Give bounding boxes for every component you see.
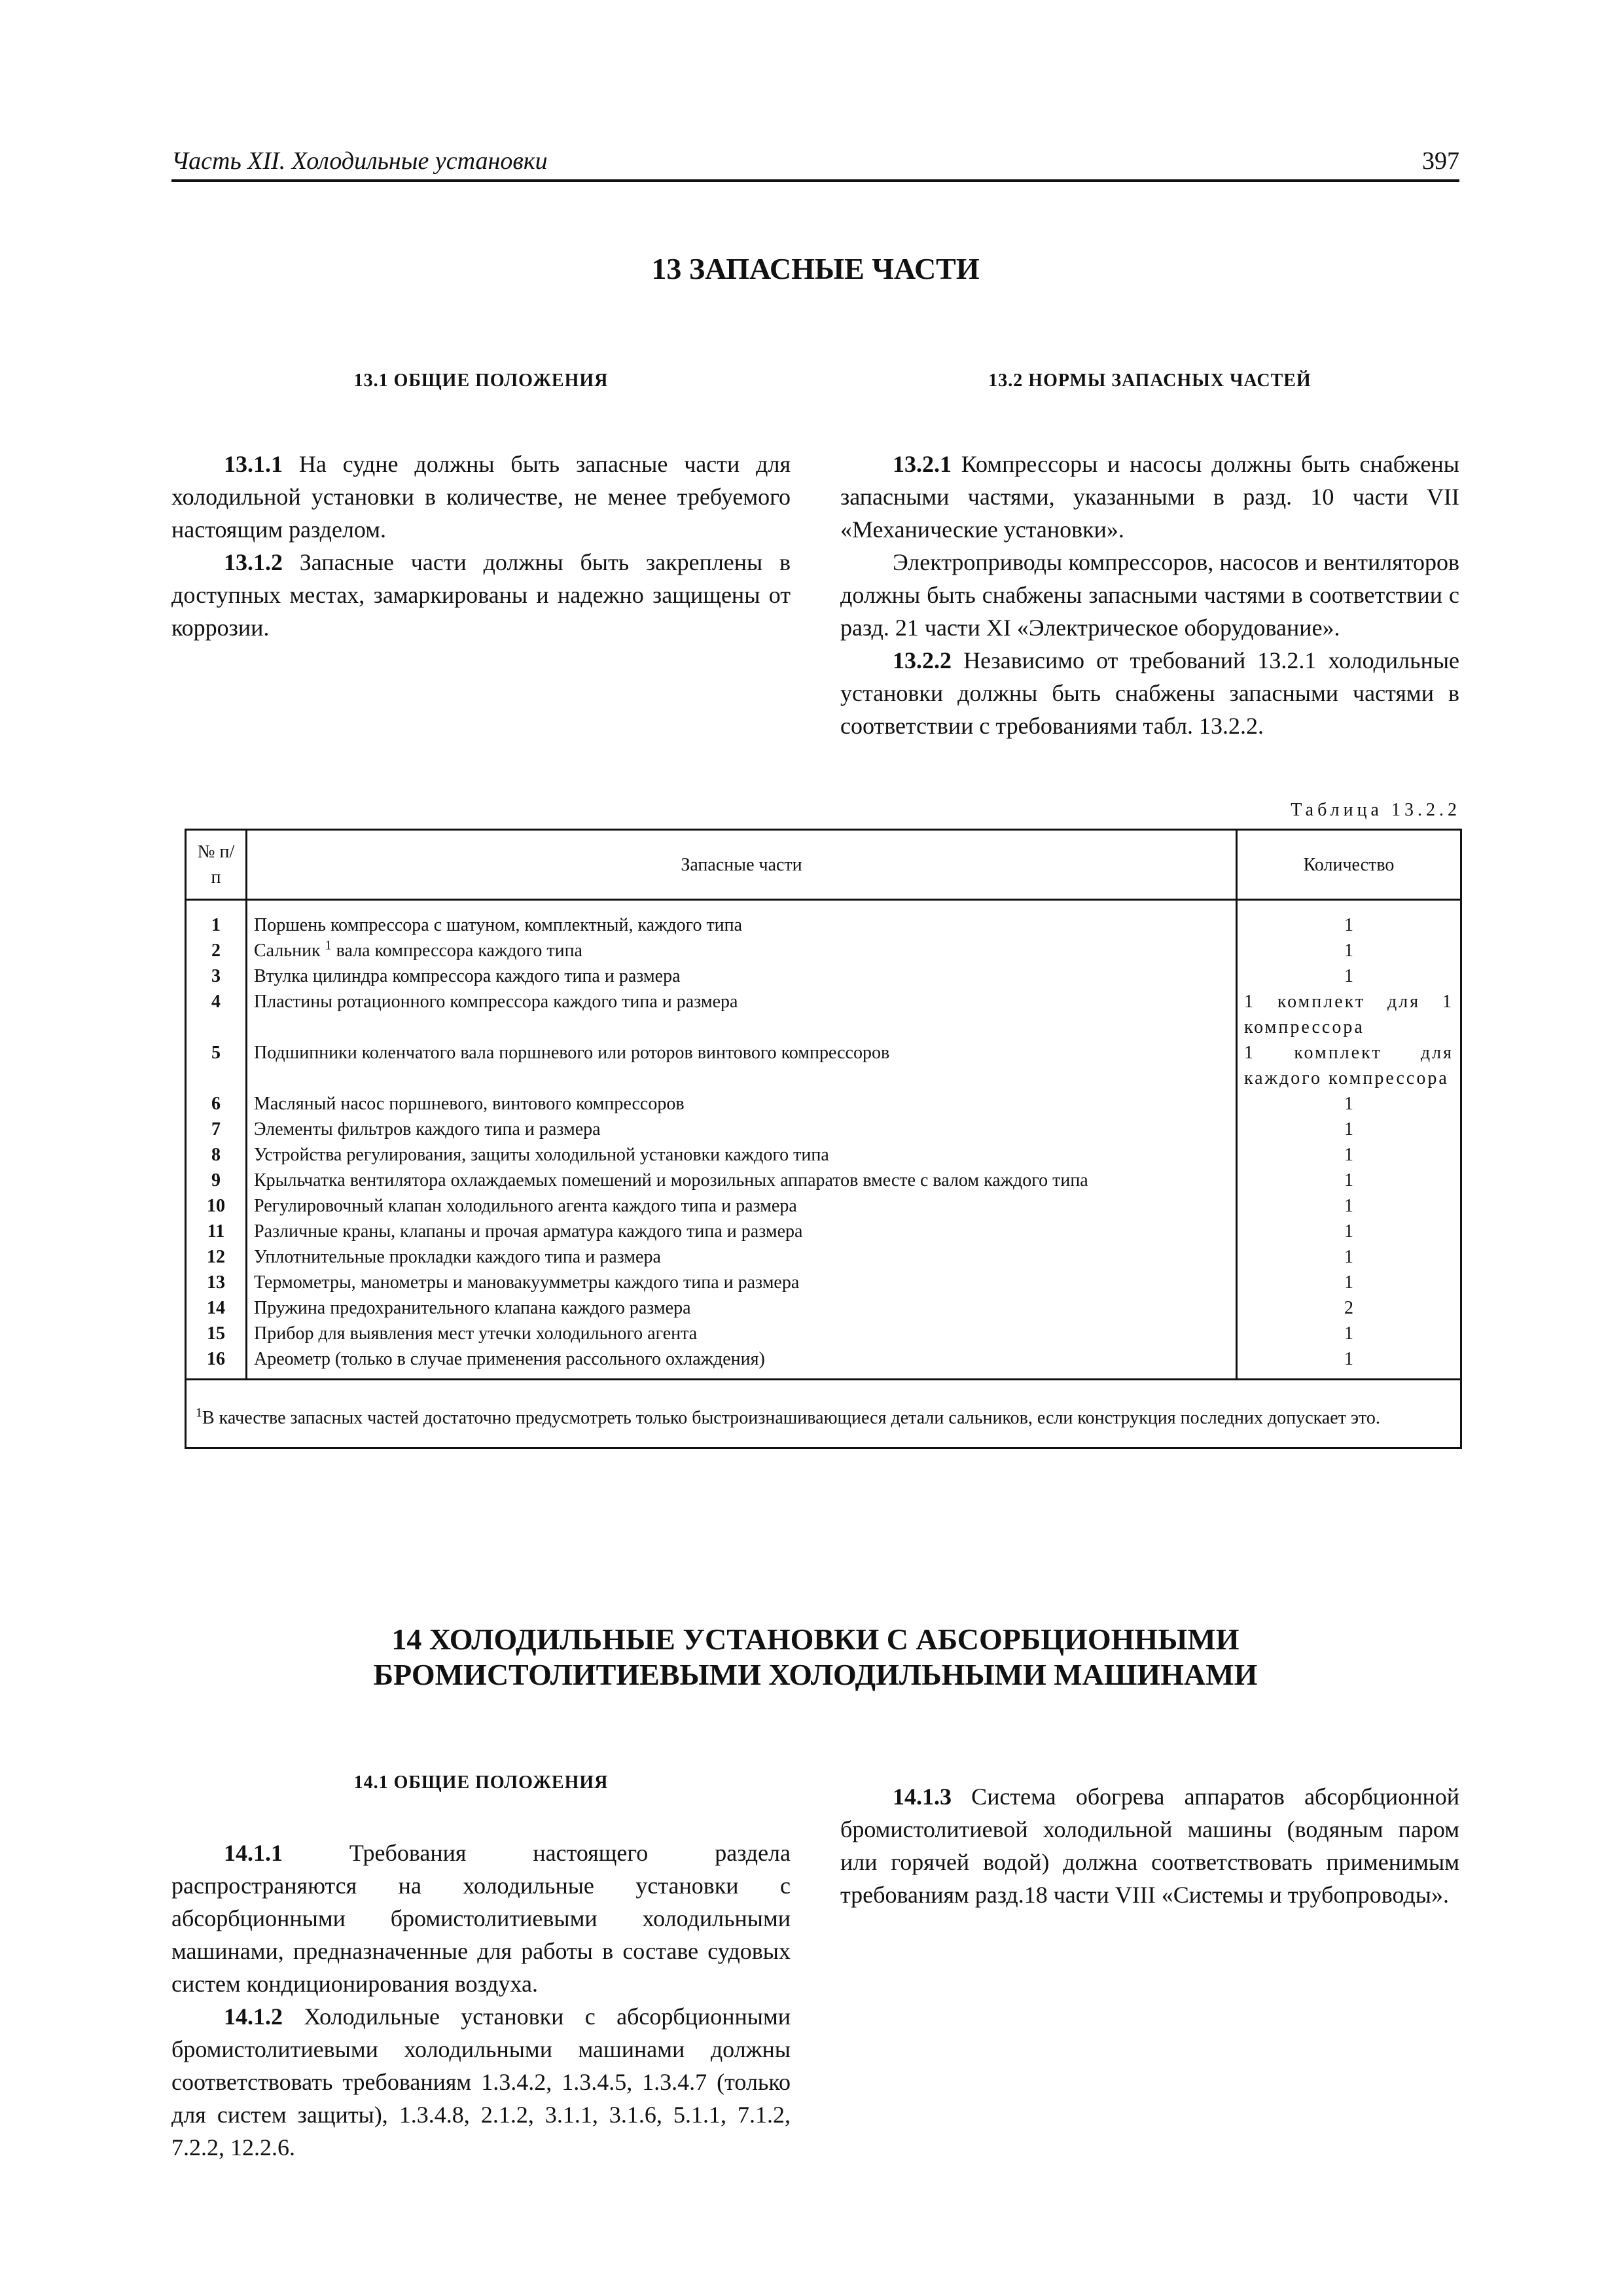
row-part: Уплотнительные прокладки каждого типа и размера [247,1244,1237,1270]
header-title: Часть XII. Холодильные установки [171,147,548,175]
row-part: Регулировочный клапан холодильного агента каждого типа и размера [247,1193,1237,1219]
paragraph-text: Запасные части должны быть закреплены в доступных местах, замаркированы и надежно защищены от коррозии. [171,549,791,641]
paragraph-13-1-1 [171,448,791,546]
row-part: Устройства регулирования, защиты холодильной установки каждого типа [247,1142,1237,1168]
chapter-14-title-line-1: 14 ХОЛОДИЛЬНЫЕ УСТАНОВКИ С АБСОРБЦИОННЫМИ [391,1623,1240,1656]
table-footnote-row [186,1380,1461,1448]
paragraph-number: 13.2.2 [893,647,952,673]
table-caption: Таблица 13.2.2 [1291,800,1461,820]
table-row [186,1346,1461,1380]
table-row [186,1244,1461,1270]
row-quantity: 2 [1237,1295,1461,1321]
paragraph-number: 13.2.1 [893,451,952,477]
section-13-2-heading: 13.2 НОРМЫ ЗАПАСНЫХ ЧАСТЕЙ [988,370,1311,391]
paragraph-number: 13.1.2 [224,549,283,575]
row-number: 4 [186,989,247,1040]
row-quantity: 1 [1237,1117,1461,1142]
running-header [171,143,1459,182]
paragraph-number: 14.1.1 [224,1840,283,1866]
row-number: 14 [186,1295,247,1321]
table-row [186,1168,1461,1193]
row-number: 16 [186,1346,247,1380]
row-part: Масляный насос поршневого, винтового компрессоров [247,1091,1237,1117]
table-row [186,1040,1461,1091]
row-quantity: 1 комплект для 1 компрессора [1237,989,1461,1040]
row-number: 8 [186,1142,247,1168]
row-part: Втулка цилиндра компрессора каждого типа и размера [247,963,1237,989]
row-number: 2 [186,938,247,963]
table-row [186,1219,1461,1244]
column-header-spare-parts: Запасные части [247,830,1237,900]
row-number: 9 [186,1168,247,1193]
row-quantity: 1 [1237,938,1461,963]
row-quantity: 1 [1237,1346,1461,1380]
row-part: Крыльчатка вентилятора охлаждаемых помешений и морозильных аппаратов вместе с валом каждого типа [247,1168,1237,1193]
table-row [186,1295,1461,1321]
paragraph-electric-drives: Электроприводы компрессоров, насосов и вентиляторов должны быть снабжены запасными частями в соответствии с разд. 21 части XI «Электрическое оборудование». [840,549,1459,641]
table-row [186,963,1461,989]
paragraph-text: Требования настоящего раздела распространяются на холодильные установки с абсорбционными бромистолитиевыми холодильными машинами, предназначенные для работы в составе судовых систем кондиционирования воздуха. [171,1840,791,1997]
footnote-reference: 1 [325,938,332,953]
column-header-quantity: Количество [1237,830,1461,900]
table-row [186,1117,1461,1142]
section-13-2-body [840,448,1459,742]
paragraph-13-2-1 [840,448,1459,546]
paragraph-14-1-2 [171,2000,791,2164]
table-footnote [186,1380,1461,1448]
row-part: Элементы фильтров каждого типа и размера [247,1117,1237,1142]
row-number: 10 [186,1193,247,1219]
row-quantity: 1 [1237,1193,1461,1219]
paragraph-number: 14.1.3 [893,1784,952,1810]
paragraph-13-2-2 [840,644,1459,742]
table-row [186,989,1461,1040]
paragraph-number: 14.1.2 [224,2003,283,2030]
row-part: Термометры, манометры и мановакуумметры каждого типа и размера [247,1270,1237,1295]
row-quantity: 1 [1237,1168,1461,1193]
section-13-1-body [171,448,791,644]
chapter-13-title: 13 ЗАПАСНЫЕ ЧАСТИ [651,252,980,285]
table-row [186,1142,1461,1168]
section-14-1-left-column [171,1837,791,2161]
row-part: Ареометр (только в случае применения рассольного охлаждения) [247,1346,1237,1380]
row-quantity: 1 комплект для каждого компрессора [1237,1040,1461,1091]
row-part: Поршень компрессора с шатуном, комплектный, каждого типа [247,900,1237,939]
row-part: Различные краны, клапаны и прочая арматура каждого типа и размера [247,1219,1237,1244]
paragraph-text: Независимо от требований 13.2.1 холодильные установки должны быть снабжены запасными частями в соответствии с требованиями табл. 13.2.2. [840,647,1459,739]
footnote-mark: 1 [196,1405,202,1420]
row-part: Прибор для выявления мест утечки холодильного агента [247,1321,1237,1346]
row-number: 13 [186,1270,247,1295]
row-quantity: 1 [1237,1244,1461,1270]
table-row [186,900,1461,939]
spare-parts-table [185,829,1462,1449]
row-part [247,938,1237,963]
table-row [186,1193,1461,1219]
table-header-row [186,830,1461,900]
row-part: Пластины ротационного компрессора каждого типа и размера [247,989,1237,1040]
section-14-1-right-column [840,1780,1459,1911]
table-row [186,1321,1461,1346]
chapter-14-title-line-2: БРОМИСТОЛИТИЕВЫМИ ХОЛОДИЛЬНЫМИ МАШИНАМИ [373,1658,1258,1691]
row-quantity: 1 [1237,1091,1461,1117]
column-header-number: № п/п [186,830,247,900]
paragraph-14-1-1 [171,1837,791,2000]
table-row [186,1270,1461,1295]
row-quantity: 1 [1237,900,1461,939]
row-number: 6 [186,1091,247,1117]
section-14-1-heading: 14.1 ОБЩИЕ ПОЛОЖЕНИЯ [353,1772,609,1793]
row-part-text: Сальник [254,941,325,961]
row-number: 11 [186,1219,247,1244]
row-quantity: 1 [1237,1142,1461,1168]
paragraph-14-1-3 [840,1780,1459,1911]
chapter-14-title [171,1622,1459,1693]
row-part-text: вала компрессора каждого типа [331,941,582,961]
paragraph-text: Компрессоры и насосы должны быть снабжены запасными частями, указанными в разд. 10 части VII «Механические установки». [840,451,1459,543]
row-number: 1 [186,900,247,939]
row-number: 3 [186,963,247,989]
row-quantity: 1 [1237,1270,1461,1295]
section-13-1-heading: 13.1 ОБЩИЕ ПОЛОЖЕНИЯ [353,370,609,391]
row-number: 12 [186,1244,247,1270]
page-number: 397 [1422,147,1459,175]
paragraph-text: Холодильные установки с абсорбционными бромистолитиевыми холодильными машинами должны соответствовать требованиям 1.3.4.2, 1.3.4.5, 1.3.4.7 (только для систем защиты), 1.3.4.8, 2.1.2, 3.1.1, 3.1.6, 5.1.1, 7.1.2, 7.2.2, 12.2.6. [171,2003,791,2161]
paragraph-text: Система обогрева аппаратов абсорбционной бромистолитиевой холодильной машины (водяным паром или горячей водой) должна соответствовать применимым требованиям разд.18 части VIII «Системы и трубопроводы». [840,1784,1459,1908]
row-number: 15 [186,1321,247,1346]
row-quantity: 1 [1237,963,1461,989]
row-number: 5 [186,1040,247,1091]
table-row [186,938,1461,963]
footnote-text: В качестве запасных частей достаточно предусмотреть только быстроизнашивающиеся детали сальников, если конструкция последних допускает это. [202,1408,1380,1428]
row-number: 7 [186,1117,247,1142]
paragraph-number: 13.1.1 [224,451,283,477]
row-part: Пружина предохранительного клапана каждого размера [247,1295,1237,1321]
table-row [186,1091,1461,1117]
row-quantity: 1 [1237,1219,1461,1244]
row-quantity: 1 [1237,1321,1461,1346]
paragraph-13-1-2 [171,546,791,644]
row-part: Подшипники коленчатого вала поршневого или роторов винтового компрессоров [247,1040,1237,1091]
paragraph-text: На судне должны быть запасные части для холодильной установки в количестве, не менее требуемого настоящим разделом. [171,451,791,543]
